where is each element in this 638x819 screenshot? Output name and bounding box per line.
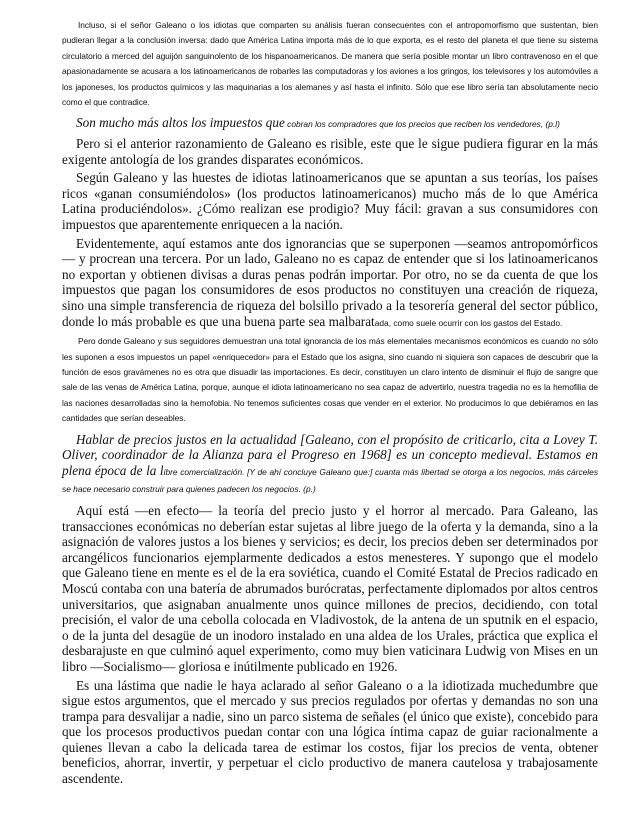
quote-precios-tail-a: ibre comercialización. [163, 466, 248, 477]
paragraph-precio-justo: Aquí está —en efecto— la teoría del precio justo y el horror al mercado. Para Galeano, las transacciones económicas no deberían estar sujetas al libre juego de la oferta y la demanda, sino a la asignación de valores justos a los bienes y servicios; es decir, los precios deben ser determinados por arcangélicos funcionarios ejemplarmente dedicados a estos menesteres. Y supongo que el modelo que Galeano tiene en mente es el de la era soviética, cuando el Comité Estatal de Precios radicado en Moscú contaba con una batería de abrumados burócratas, perfectamente diplomados por altos centros universitarios, que asignaban anualmente unos quince millones de precios, decidiendo, con total precisión, el valor de una cebolla colocada en Vladivostok, de la antena de un sputnik en el espacio, o de la junta del desagüe de un inodoro instalado en una aldea de los Urales, práctica que explica el desbarajuste en que culminó aquel experimento, como muy bien vaticinara Ludwig von Mises en un libro —Socialismo— gloriosa e inútilmente publicado en 1926. [62, 502, 598, 674]
quote-precios-main: Hablar de precios justos en la actualidad [Galeano, con el propósito de criticarlo, cita a Lovey T. Oliver, coordinador de la Alianza para el Progreso en 1968] es un concepto medieval. Estamos en plena época de la l [62, 431, 598, 478]
quote-tail: cobran los compradores que los precios que reciben los vendedores, (p.l) [284, 119, 560, 130]
paragraph-evidentemente [62, 236, 598, 332]
paragraph-risible: Pero si el anterior razonamiento de Galeano es risible, este que le sigue pudiera figurar en la más exigente antología de los grandes disparates económicos. [62, 136, 598, 167]
paragraph-evidentemente-tail: ada, como suele ocurrir con los gastos del Estado. [374, 317, 563, 328]
paragraph-small-2: Pero donde Galeano y sus seguidores demuestran una total ignorancia de los más elementales mecanismos económicos es cuando no sólo les suponen a esos impuestos un papel «enriquecedor» para el Estado que los asigna, sino cuando ni siquiera son capaces de descubrir que la función de esos gravámenes no es otra que disuadir las importaciones. Es decir, constituyen un claro intento de disminuir el flujo de sangre que sale de las venas de América Latina, porque, aunque el idiota latinoamericano no sea capaz de advertirlo, nuestra tragedia no es la hemofilia de las naciones desarrolladas sino la hemofobia. No tenemos suficientes cosas que vender en el exterior. No producimos lo que debiéramos en las cantidades que serían deseables. [62, 336, 598, 424]
quote-line-impuestos [62, 115, 598, 133]
paragraph-evidentemente-main: Evidentemente, aquí estamos ante dos ignorancias que se superponen —seamos antropomórficos— y procrean una tercera. Por un lado, Galeano no es capaz de entender que si los latinoamericanos no exportan y obtienen divisas a duras penas podrán importar. Por otro, no se da cuenta de que los impuestos que pagan los consumidores de esos productos no constituyen una creación de riqueza, sino una simple transferencia de riqueza del bolsillo privado a la tesorería general del sector público, donde lo más probable es que una buena parte sea malbarat [62, 235, 598, 329]
paragraph-segun-galeano: Según Galeano y las huestes de idiotas latinoamericanos que se apuntan a sus teorías, los países ricos «ganan consumiéndolos» (los productos latinoamericanos) mucho más de lo que América Latina produciéndolos». ¿Cómo realizan ese prodigio? Muy fácil: gravan a sus consumidores con impuestos que aparentemente enriquecen a la nación. [62, 170, 598, 232]
quote-precios-tail-b: [Y de ahí concluye Galeano que:] cuanta más libertad se otorga a los negocios, más cárceles se hace necesario construir para quienes padecen los negocios. (p.) [62, 466, 599, 495]
quote-text: Son mucho más altos los impuestos que [76, 115, 285, 131]
paragraph-small-1: Incluso, si el señor Galeano o los idiotas que comparten su análisis fueran consecuentes con el antropomorfismo que sustentan, bien pudieran llegar a la conclusión inversa: dado que América Latina importa más de lo que exporta, es el resto del planeta el que tiene su sistema circulatorio a merced del aguijón sanguinolento de los hispanoamericanos. De manera que sería posible montar un libro contravenoso en el que apasionadamente se acusara a los latinoamericanos de robarles las computadoras y los aviones a los gringos, los televisores y los automóviles a los japoneses, los productos químicos y las maquinarias a los alemanes y así hasta el infinito. Sólo que ese libro sería tan absolutamente necio como el que contradice. [62, 20, 598, 108]
quote-precios-justos [62, 432, 598, 498]
paragraph-lastima: Es una lástima que nadie le haya aclarado al señor Galeano o a la idiotizada muchedumbre que sigue estos argumentos, que el mercado y sus precios regulados por ofertas y demandas no son una trampa para desvalijar a nadie, sino un parco sistema de señales (el único que existe), concebido para que los procesos productivos puedan contar con una lógica íntima capaz de guiar racionalmente a quienes llevan a cabo la delicada tarea de estimar los costos, fijar los precios de venta, obtener beneficios, ahorrar, invertir, y perpetuar el ciclo productivo de manera cautelosa y trabajosamente ascendente. [62, 677, 598, 787]
